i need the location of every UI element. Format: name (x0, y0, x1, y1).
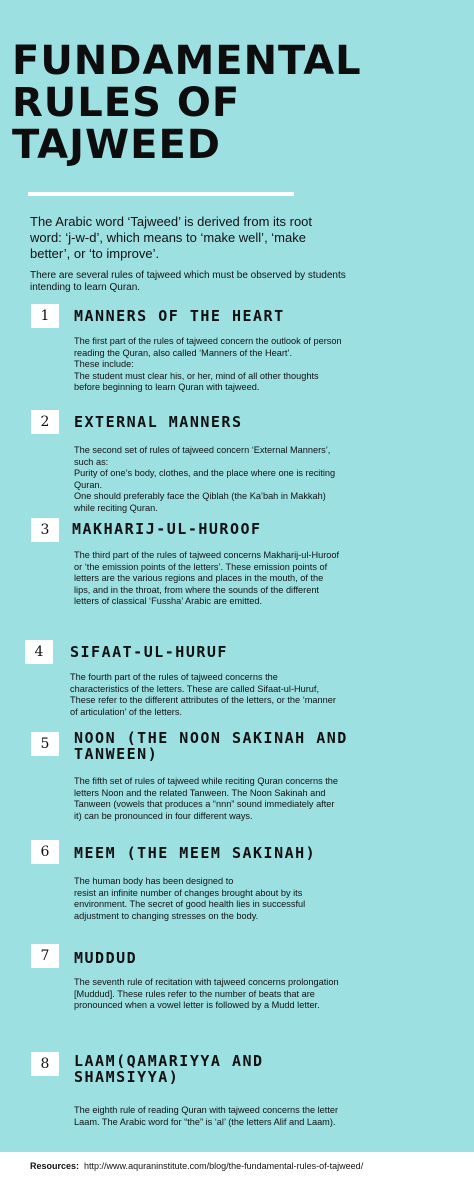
section-body-1: The first part of the rules of tajweed concern the outlook of person reading the Quran, also called ‘Manners of the Heart’. These include: The student must clear his, or her, mind of all other thoughts before beginning to learn Quran with tajweed. (74, 336, 342, 392)
lead-text: There are several rules of tajweed which must be observed by students intending to learn Quran. (30, 270, 346, 293)
title-line-1: FUNDAMENTAL (12, 38, 362, 84)
intro-text: The Arabic word ‘Tajweed’ is derived from its root word: ‘j-w-d’, which means to ‘make well’, ‘make better’, or ‘to improve’. (30, 214, 313, 261)
section-number-3: 3 (31, 518, 59, 542)
section-number-1: 1 (31, 304, 59, 328)
section-heading-7: MUDDUD (74, 949, 138, 967)
section-body-6: The human body has been designed to resist an infinite number of changes brought about by its environment. The secret of good health lies in successful adjustment to changing stresses on the body. (74, 876, 306, 921)
section-body-4: The fourth part of the rules of tajweed concerns the characteristics of the letters. These are called Sifaat-ul-Huruf, These refer to the different attributes of the letters, or the ‘manner of articulation’ of the letters. (70, 672, 336, 717)
section-body-8: The eighth rule of reading Quran with tajweed concerns the letter Laam. The Arabic word for “the” is ‘al’ (the letters Alif and Laam). (74, 1105, 339, 1127)
section-body-2: The second set of rules of tajweed concern ‘External Manners’, such as: Purity of one’s body, clothes, and the place where one is reciting Quran. One should preferably face the Qiblah (the Ka’bah in Makkah) while reciting Quran. (74, 445, 336, 513)
section-heading-8: LAAM(QAMARIYYA AND SHAMSIYYA) (74, 1052, 264, 1086)
section-heading-6: MEEM (THE MEEM SAKINAH) (74, 844, 317, 862)
resources-text (30, 1161, 430, 1172)
resources-link[interactable]: http://www.aquraninstitute.com/blog/the-fundamental-rules-of-tajweed/ (84, 1161, 364, 1171)
section-heading-2: EXTERNAL MANNERS (74, 413, 243, 431)
title-divider (28, 192, 294, 196)
resources-footer (0, 1152, 474, 1185)
resources-label: Resources: (30, 1161, 80, 1171)
section-heading-3: MAKHARIJ-UL-HUROOF (72, 520, 262, 538)
page-title (12, 40, 462, 166)
section-body-5: The fifth set of rules of tajweed while reciting Quran concerns the letters Noon and the related Tanween. The Noon Sakinah and Tanween (vowels that produces a “nnn” sound immediately after it) can be pronounced in four different ways. (74, 776, 339, 821)
section-heading-4: SIFAAT-UL-HURUF (70, 643, 228, 661)
section-number-6: 6 (31, 840, 59, 864)
section-number-4: 4 (25, 640, 53, 664)
section-body-7: The seventh rule of recitation with tajweed concerns prolongation [Muddud]. These rules refer to the number of beats that are pronounced when a vowel letter is followed by a Mudd letter. (74, 977, 339, 1010)
section-heading-5: NOON (THE NOON SAKINAH AND TANWEEN) (74, 729, 348, 763)
section-number-7: 7 (31, 944, 59, 968)
section-number-2: 2 (31, 410, 59, 434)
section-body-3: The third part of the rules of tajweed concerns Makharij-ul-Huroof or ‘the emission points of the letters’. These emission points of letters are the various regions and places in the mouth, of the lips, and in the throat, from where the sounds of the different letters of classical ‘Fussha’ Arabic are emitted. (74, 550, 340, 606)
title-line-2: RULES OF (12, 80, 241, 126)
section-number-5: 5 (31, 732, 59, 756)
section-number-8: 8 (31, 1052, 59, 1076)
section-heading-1: MANNERS OF THE HEART (74, 307, 285, 325)
title-line-3: TAJWEED (12, 122, 221, 168)
